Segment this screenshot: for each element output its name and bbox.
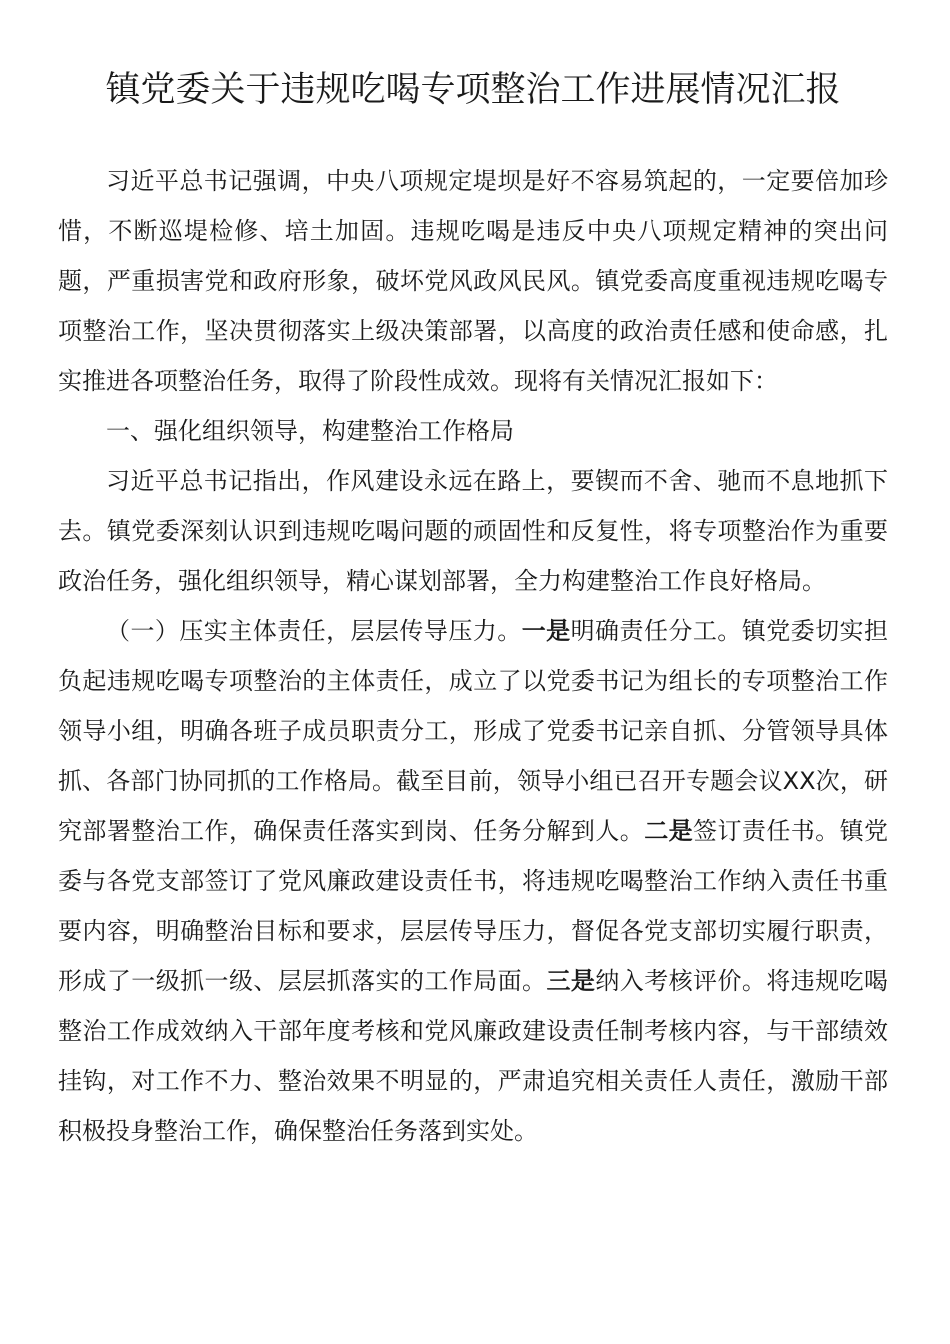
document-body xyxy=(58,156,888,1156)
point-1-marker: 一是 xyxy=(521,617,571,645)
point-2-text: 签订责任书。镇党委与各党支部签订了党风廉政建设责任书，将违规吃喝整治工作纳入责任书重要内容，明确整治目标和要求，层层传导压力，督促各党支部切实履行职责，形成了一级抓一级、层层抓落实的工作局面。 xyxy=(58,817,889,995)
document-title: 镇党委关于违规吃喝专项整治工作进展情况汇报 xyxy=(105,70,841,110)
section-1-paragraph: 习近平总书记指出，作风建设永远在路上，要锲而不舍、驰而不息地抓下去。镇党委深刻认识到违规吃喝问题的顽固性和反复性，将专项整治作为重要政治任务，强化组织领导，精心谋划部署，全力构建整治工作良好格局。 xyxy=(58,467,888,595)
subsection-1-lead: （一）压实主体责任，层层传导压力。 xyxy=(106,617,522,645)
intro-paragraph: 习近平总书记强调，中央八项规定堤坝是好不容易筑起的，一定要倍加珍惜，不断巡堤检修、培土加固。违规吃喝是违反中央八项规定精神的突出问题，严重损害党和政府形象，破坏党风政风民风。镇党委高度重视违规吃喝专项整治工作，坚决贯彻落实上级决策部署，以高度的政治责任感和使命感，扎实推进各项整治任务，取得了阶段性成效。现将有关情况汇报如下： xyxy=(58,167,888,395)
point-2-marker: 二是 xyxy=(644,817,694,845)
point-3-text: 纳入考核评价。将违规吃喝整治工作成效纳入干部年度考核和党风廉政建设责任制考核内容，与干部绩效挂钩，对工作不力、整治效果不明显的，严肃追究相关责任人责任，激励干部积极投身整治工作，确保整治任务落到实处。 xyxy=(58,967,889,1145)
point-3-marker: 三是 xyxy=(546,967,596,995)
point-1-text: 明确责任分工。镇党委切实担负起违规吃喝专项整治的主体责任，成立了以党委书记为组长的专项整治工作领导小组，明确各班子成员职责分工，形成了党委书记亲自抓、分管领导具体抓、各部门协同抓的工作格局。截至目前，领导小组已召开专题会议XX次，研究部署整治工作，确保责任落实到岗、任务分解到人。 xyxy=(58,617,889,845)
section-1-heading: 一、强化组织领导，构建整治工作格局 xyxy=(106,417,514,445)
subsection-1-paragraph xyxy=(58,606,888,1156)
